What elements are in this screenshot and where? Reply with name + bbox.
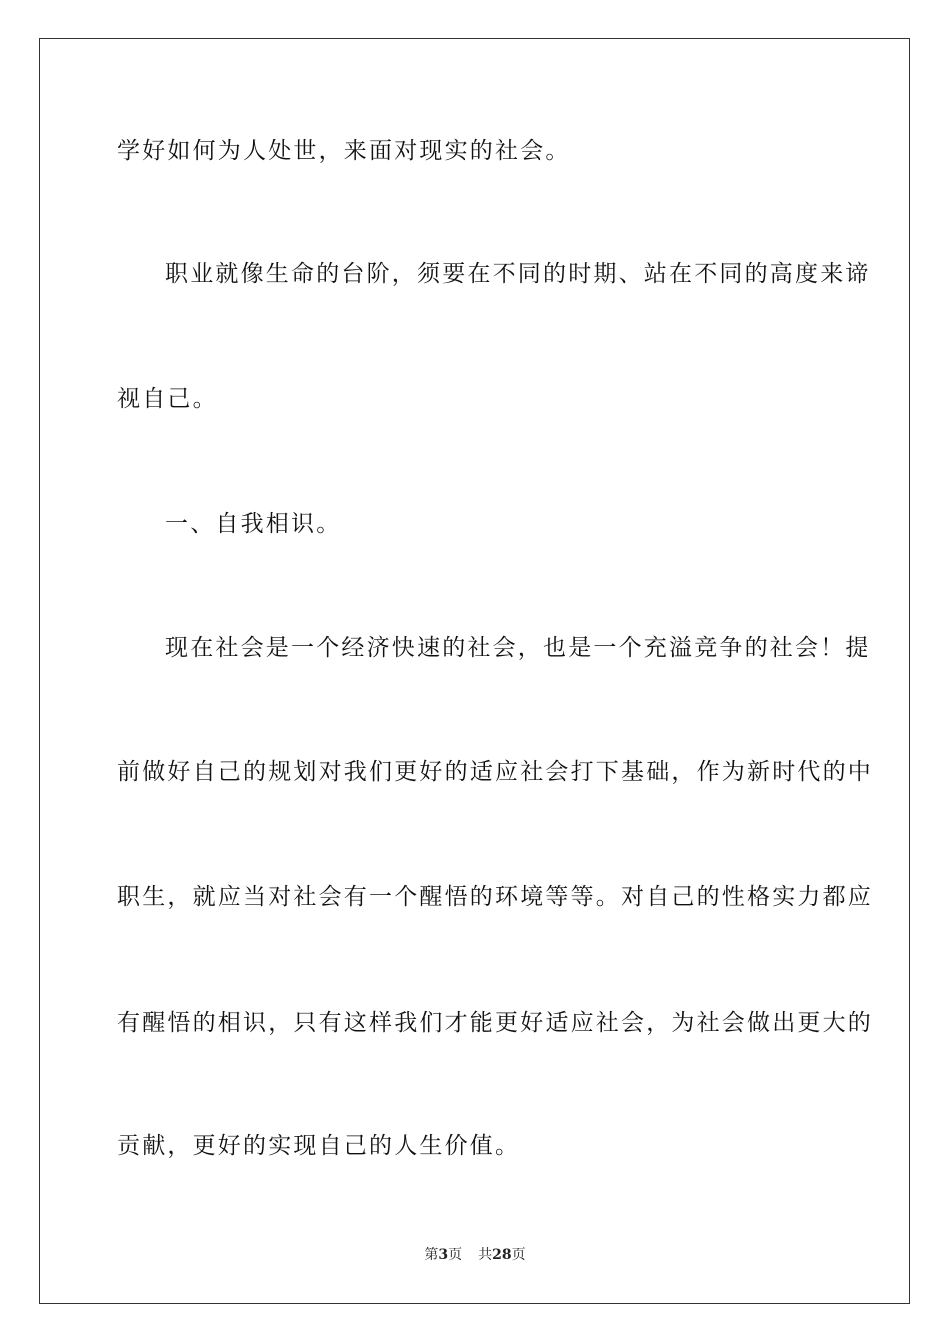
footer-page-suffix: 页	[448, 1247, 463, 1263]
body-text-line: 职业就像生命的台阶，须要在不同的时期、站在不同的高度来谛	[165, 261, 871, 287]
page-footer	[0, 1245, 950, 1265]
body-text-line: 职生，就应当对社会有一个醒悟的环境等等。对自己的性格实力都应	[117, 884, 873, 910]
body-text-line: 现在社会是一个经济快速的社会，也是一个充溢竞争的社会！提	[165, 635, 871, 661]
body-text-line: 视自己。	[117, 386, 218, 412]
footer-total-suffix: 页	[511, 1247, 526, 1263]
body-text-line: 前做好自己的规划对我们更好的适应社会打下基础，作为新时代的中	[117, 759, 873, 785]
footer-total-pages: 28	[492, 1247, 512, 1263]
body-text-line: 贡献，更好的实现自己的人生价值。	[117, 1133, 521, 1159]
section-heading: 一、自我相识。	[165, 511, 342, 537]
footer-total-prefix: 共	[478, 1247, 493, 1263]
body-text-line: 学好如何为人处世，来面对现实的社会。	[117, 138, 571, 164]
body-text-line: 有醒悟的相识，只有这样我们才能更好适应社会，为社会做出更大的	[117, 1010, 873, 1036]
page-border	[39, 38, 910, 1304]
footer-page-prefix: 第	[424, 1247, 439, 1263]
footer-page-number: 3	[438, 1247, 449, 1263]
